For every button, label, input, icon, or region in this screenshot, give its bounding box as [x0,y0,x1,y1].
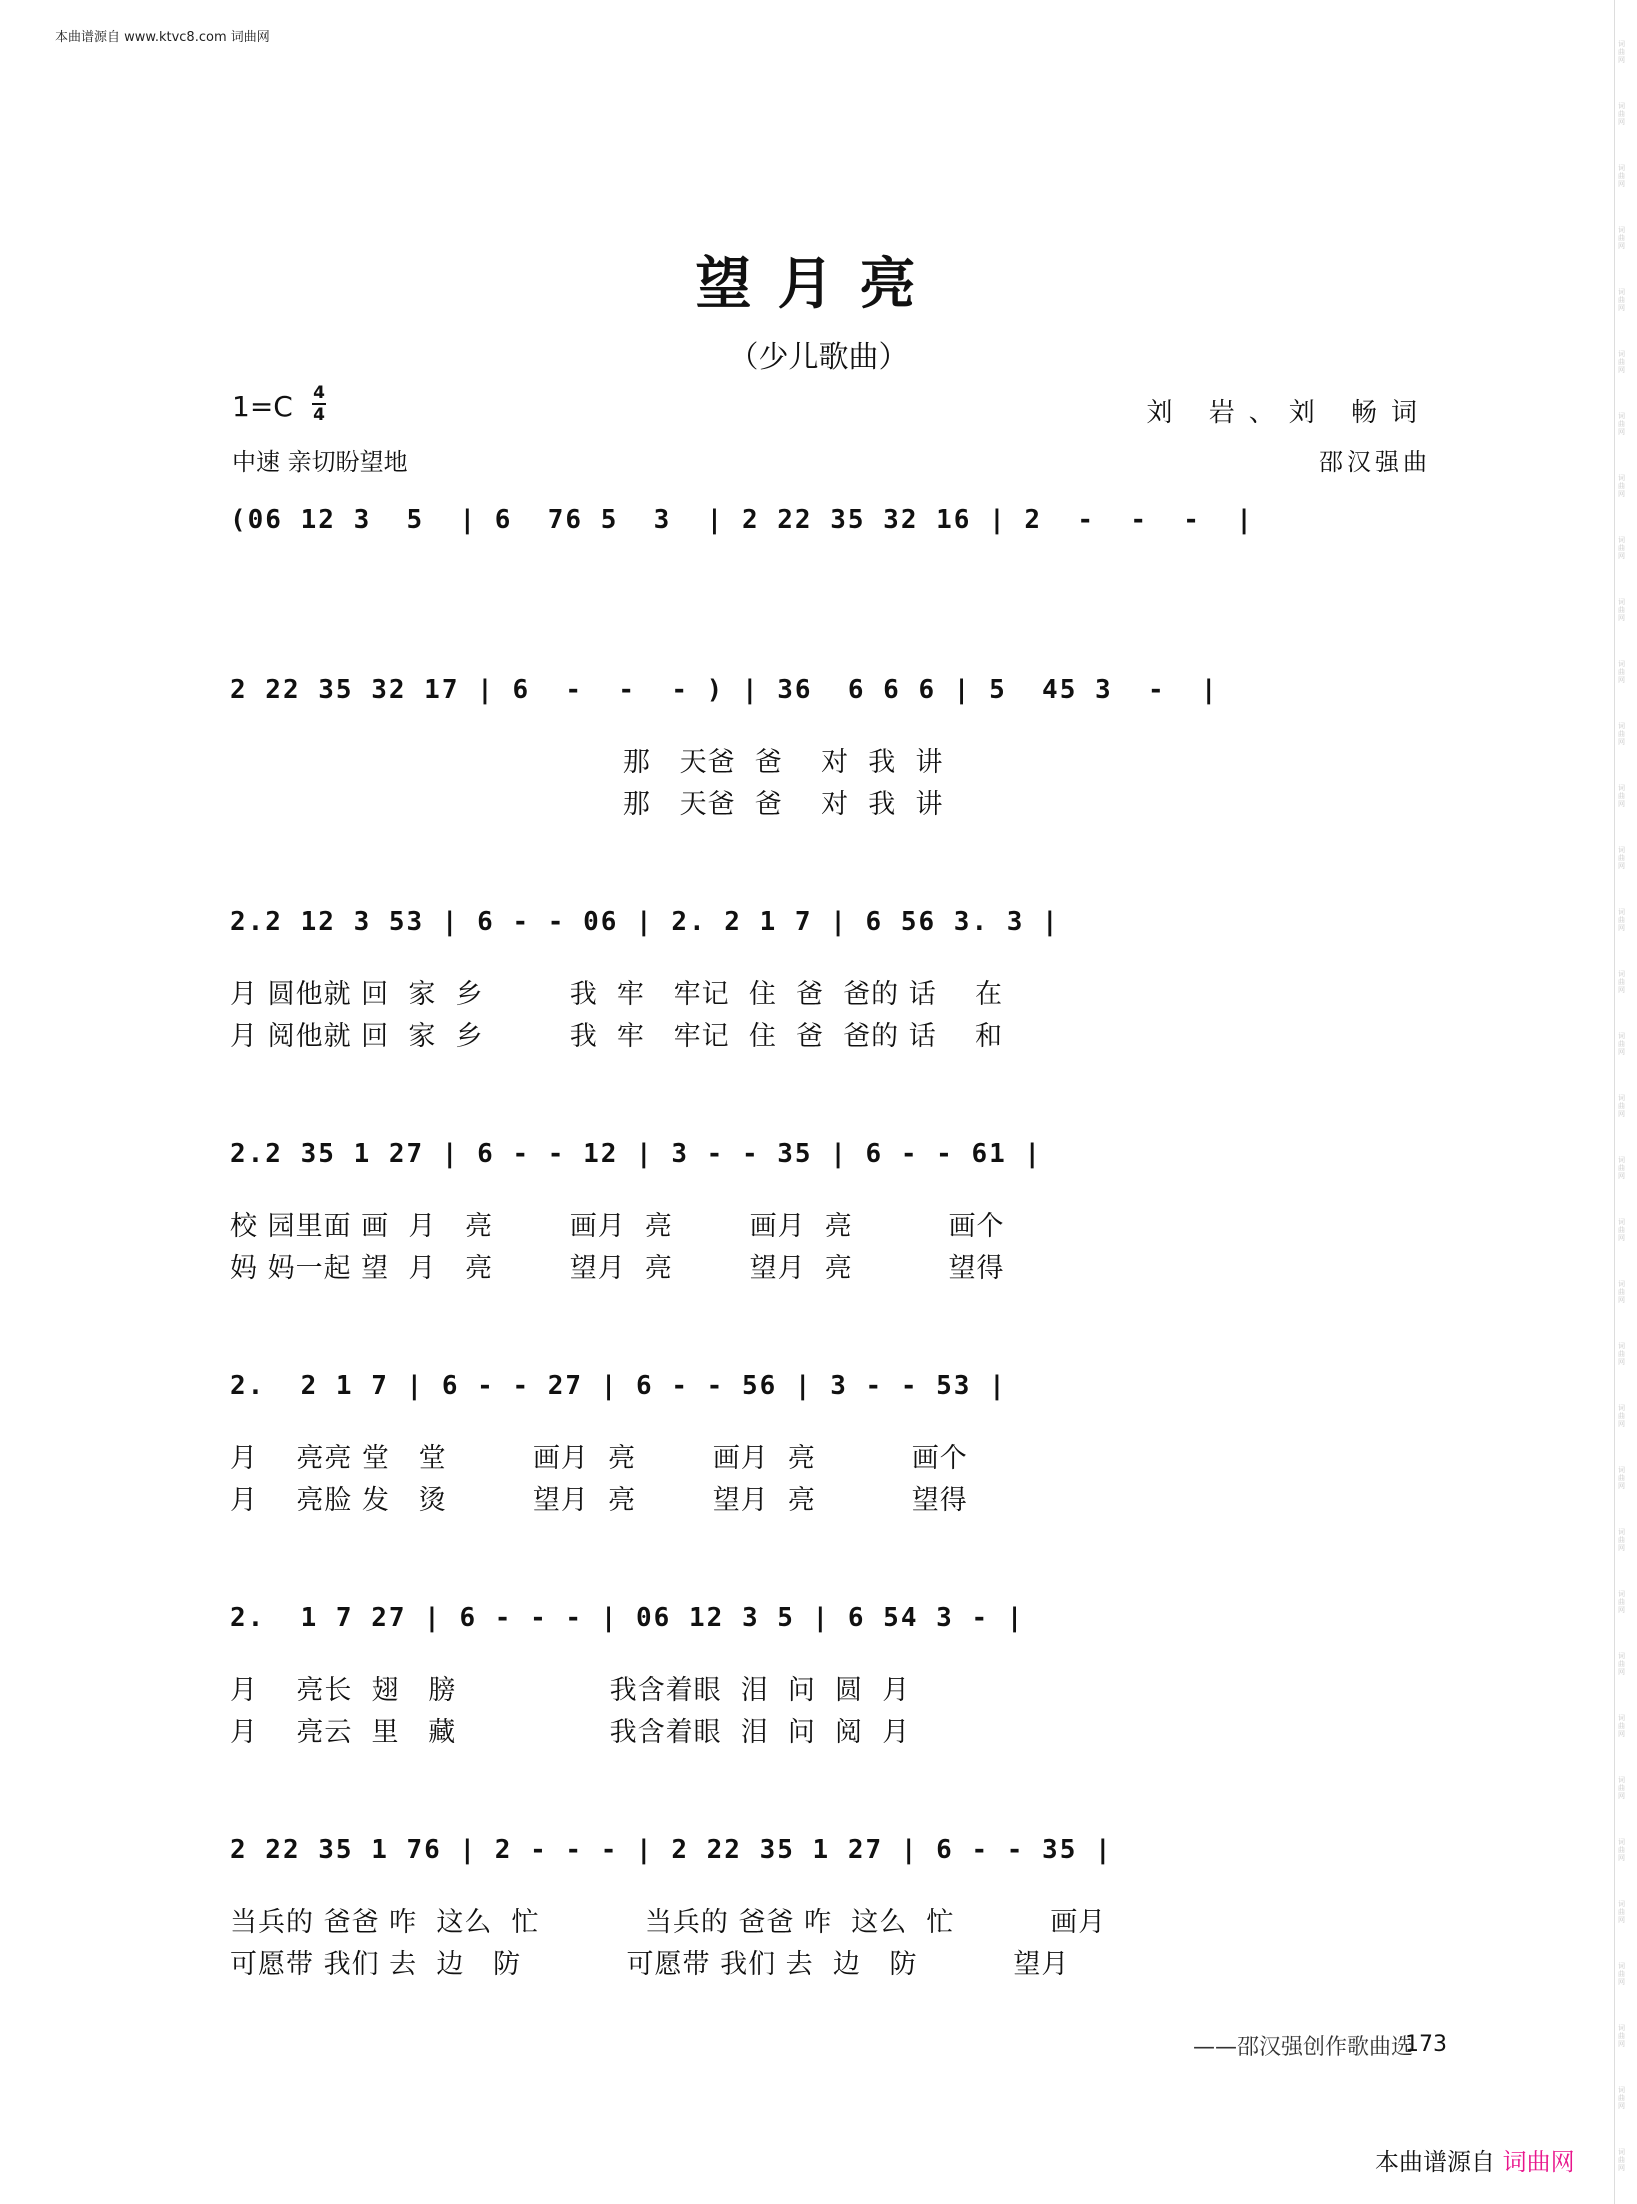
lyrics-verse-1: 当兵的 爸爸 咋 这么 忙 当兵的 爸爸 咋 这么 忙 画月 [230,1907,1107,1938]
watermark-mark: 词 曲 网 [1618,970,1625,994]
watermark-mark: 词 曲 网 [1618,102,1625,126]
watermark-mark: 词 曲 网 [1618,2148,1625,2172]
lyrics-verse-2: 月 阅他就 回 家 乡 我 牢 牢记 住 爸 爸的 话 和 [230,1021,1004,1052]
watermark-mark: 词 曲 网 [1618,1962,1625,1986]
composer-credit: 邵汉强曲 [1319,448,1431,476]
watermark-mark: 词 曲 网 [1618,350,1625,374]
watermark-mark: 词 曲 网 [1618,40,1625,64]
notes-line: (06 12 3 5 | 6 76 5 3 | 2 22 35 32 16 | 2 - - - | [230,505,1254,535]
lyrics-verse-2: 月 亮脸 发 烫 望月 亮 望月 亮 望得 [230,1485,968,1516]
time-signature-top: 4 [313,383,325,403]
song-title: 望月亮 [695,251,942,317]
footer-source-site[interactable]: 词曲网 [1502,2148,1575,2176]
watermark-mark: 词 曲 网 [1618,1528,1625,1552]
notes-line: 2. 1 7 27 | 6 - - - | 06 12 3 5 | 6 54 3 - | [230,1603,1025,1633]
lyricist-credit: 刘 岩、刘 畅词 [1146,398,1431,428]
lyrics-verse-2: 妈 妈一起 望 月 亮 望月 亮 望月 亮 望得 [230,1253,1005,1284]
watermark-mark: 词 曲 网 [1618,722,1625,746]
watermark-mark: 词 曲 网 [1618,1838,1625,1862]
lyrics-verse-1: 月 亮长 翅 膀 我含着眼 泪 问 圆 月 [230,1675,911,1706]
notes-line: 2.2 12 3 53 | 6 - - 06 | 2. 2 1 7 | 6 56 3. 3 | [230,907,1060,937]
watermark-mark: 词 曲 网 [1618,474,1625,498]
watermark-mark: 词 曲 网 [1618,1156,1625,1180]
notes-line: 2 22 35 32 17 | 6 - - - ) | 36 6 6 6 | 5 45 3 - | [230,675,1219,705]
lyrics-verse-1: 月 圆他就 回 家 乡 我 牢 牢记 住 爸 爸的 话 在 [230,979,1004,1010]
notes-line: 2.2 35 1 27 | 6 - - 12 | 3 - - 35 | 6 - - 61 | [230,1139,1043,1169]
watermark-mark: 词 曲 网 [1618,1900,1625,1924]
watermark-mark: 词 曲 网 [1618,226,1625,250]
song-subtitle: （少儿歌曲） [728,340,909,375]
watermark-mark: 词 曲 网 [1618,1032,1625,1056]
key-signature: 1=C [232,390,293,423]
watermark-mark: 词 曲 网 [1618,908,1625,932]
notes-line: 2 22 35 1 76 | 2 - - - | 2 22 35 1 27 | 6 - - 35 | [230,1835,1113,1865]
watermark-mark: 词 曲 网 [1618,1714,1625,1738]
watermark-mark: 词 曲 网 [1618,2086,1625,2110]
lyrics-verse-2: 可愿带 我们 去 边 防 可愿带 我们 去 边 防 望月 [230,1949,1070,1980]
watermark-mark: 词 曲 网 [1618,1342,1625,1366]
page-number: 173 [1405,2032,1447,2057]
watermark-mark: 词 曲 网 [1618,660,1625,684]
watermark-mark: 词 曲 网 [1618,598,1625,622]
tempo-marking: 中速 亲切盼望地 [232,448,408,476]
watermark-mark: 词 曲 网 [1618,1280,1625,1304]
watermark-mark: 词 曲 网 [1618,536,1625,560]
watermark-mark: 词 曲 网 [1618,1404,1625,1428]
notes-line: 2. 2 1 7 | 6 - - 27 | 6 - - 56 | 3 - - 53 | [230,1371,1007,1401]
lyrics-verse-1: 月 亮亮 堂 堂 画月 亮 画月 亮 画个 [230,1443,968,1474]
watermark-mark: 词 曲 网 [1618,1652,1625,1676]
lyrics-verse-2: 那 天爸 爸 对 我 讲 [230,789,944,820]
header-source: 本曲谱源自 www.ktvc8.com 词曲网 [55,30,270,45]
watermark-mark: 词 曲 网 [1618,1590,1625,1614]
watermark-mark: 词 曲 网 [1618,2024,1625,2048]
watermark-mark: 词 曲 网 [1618,1218,1625,1242]
footer-source-prefix: 本曲谱源自 [1375,2148,1495,2176]
lyrics-verse-1: 校 园里面 画 月 亮 画月 亮 画月 亮 画个 [230,1211,1005,1242]
watermark-mark: 词 曲 网 [1618,1466,1625,1490]
time-signature-bottom: 4 [313,405,325,425]
watermark-mark: 词 曲 网 [1618,164,1625,188]
watermark-mark: 词 曲 网 [1618,412,1625,436]
lyrics-verse-2: 月 亮云 里 藏 我含着眼 泪 问 阅 月 [230,1717,911,1748]
footer-book-title: ——邵汉强创作歌曲选 [1193,2035,1414,2060]
footer-source [1375,2142,1575,2177]
watermark-mark: 词 曲 网 [1618,1776,1625,1800]
time-signature [312,384,326,424]
watermark-mark: 词 曲 网 [1618,846,1625,870]
watermark-mark: 词 曲 网 [1618,784,1625,808]
lyrics-verse-1: 那 天爸 爸 对 我 讲 [230,747,944,778]
watermark-mark: 词 曲 网 [1618,288,1625,312]
watermark-mark: 词 曲 网 [1618,1094,1625,1118]
